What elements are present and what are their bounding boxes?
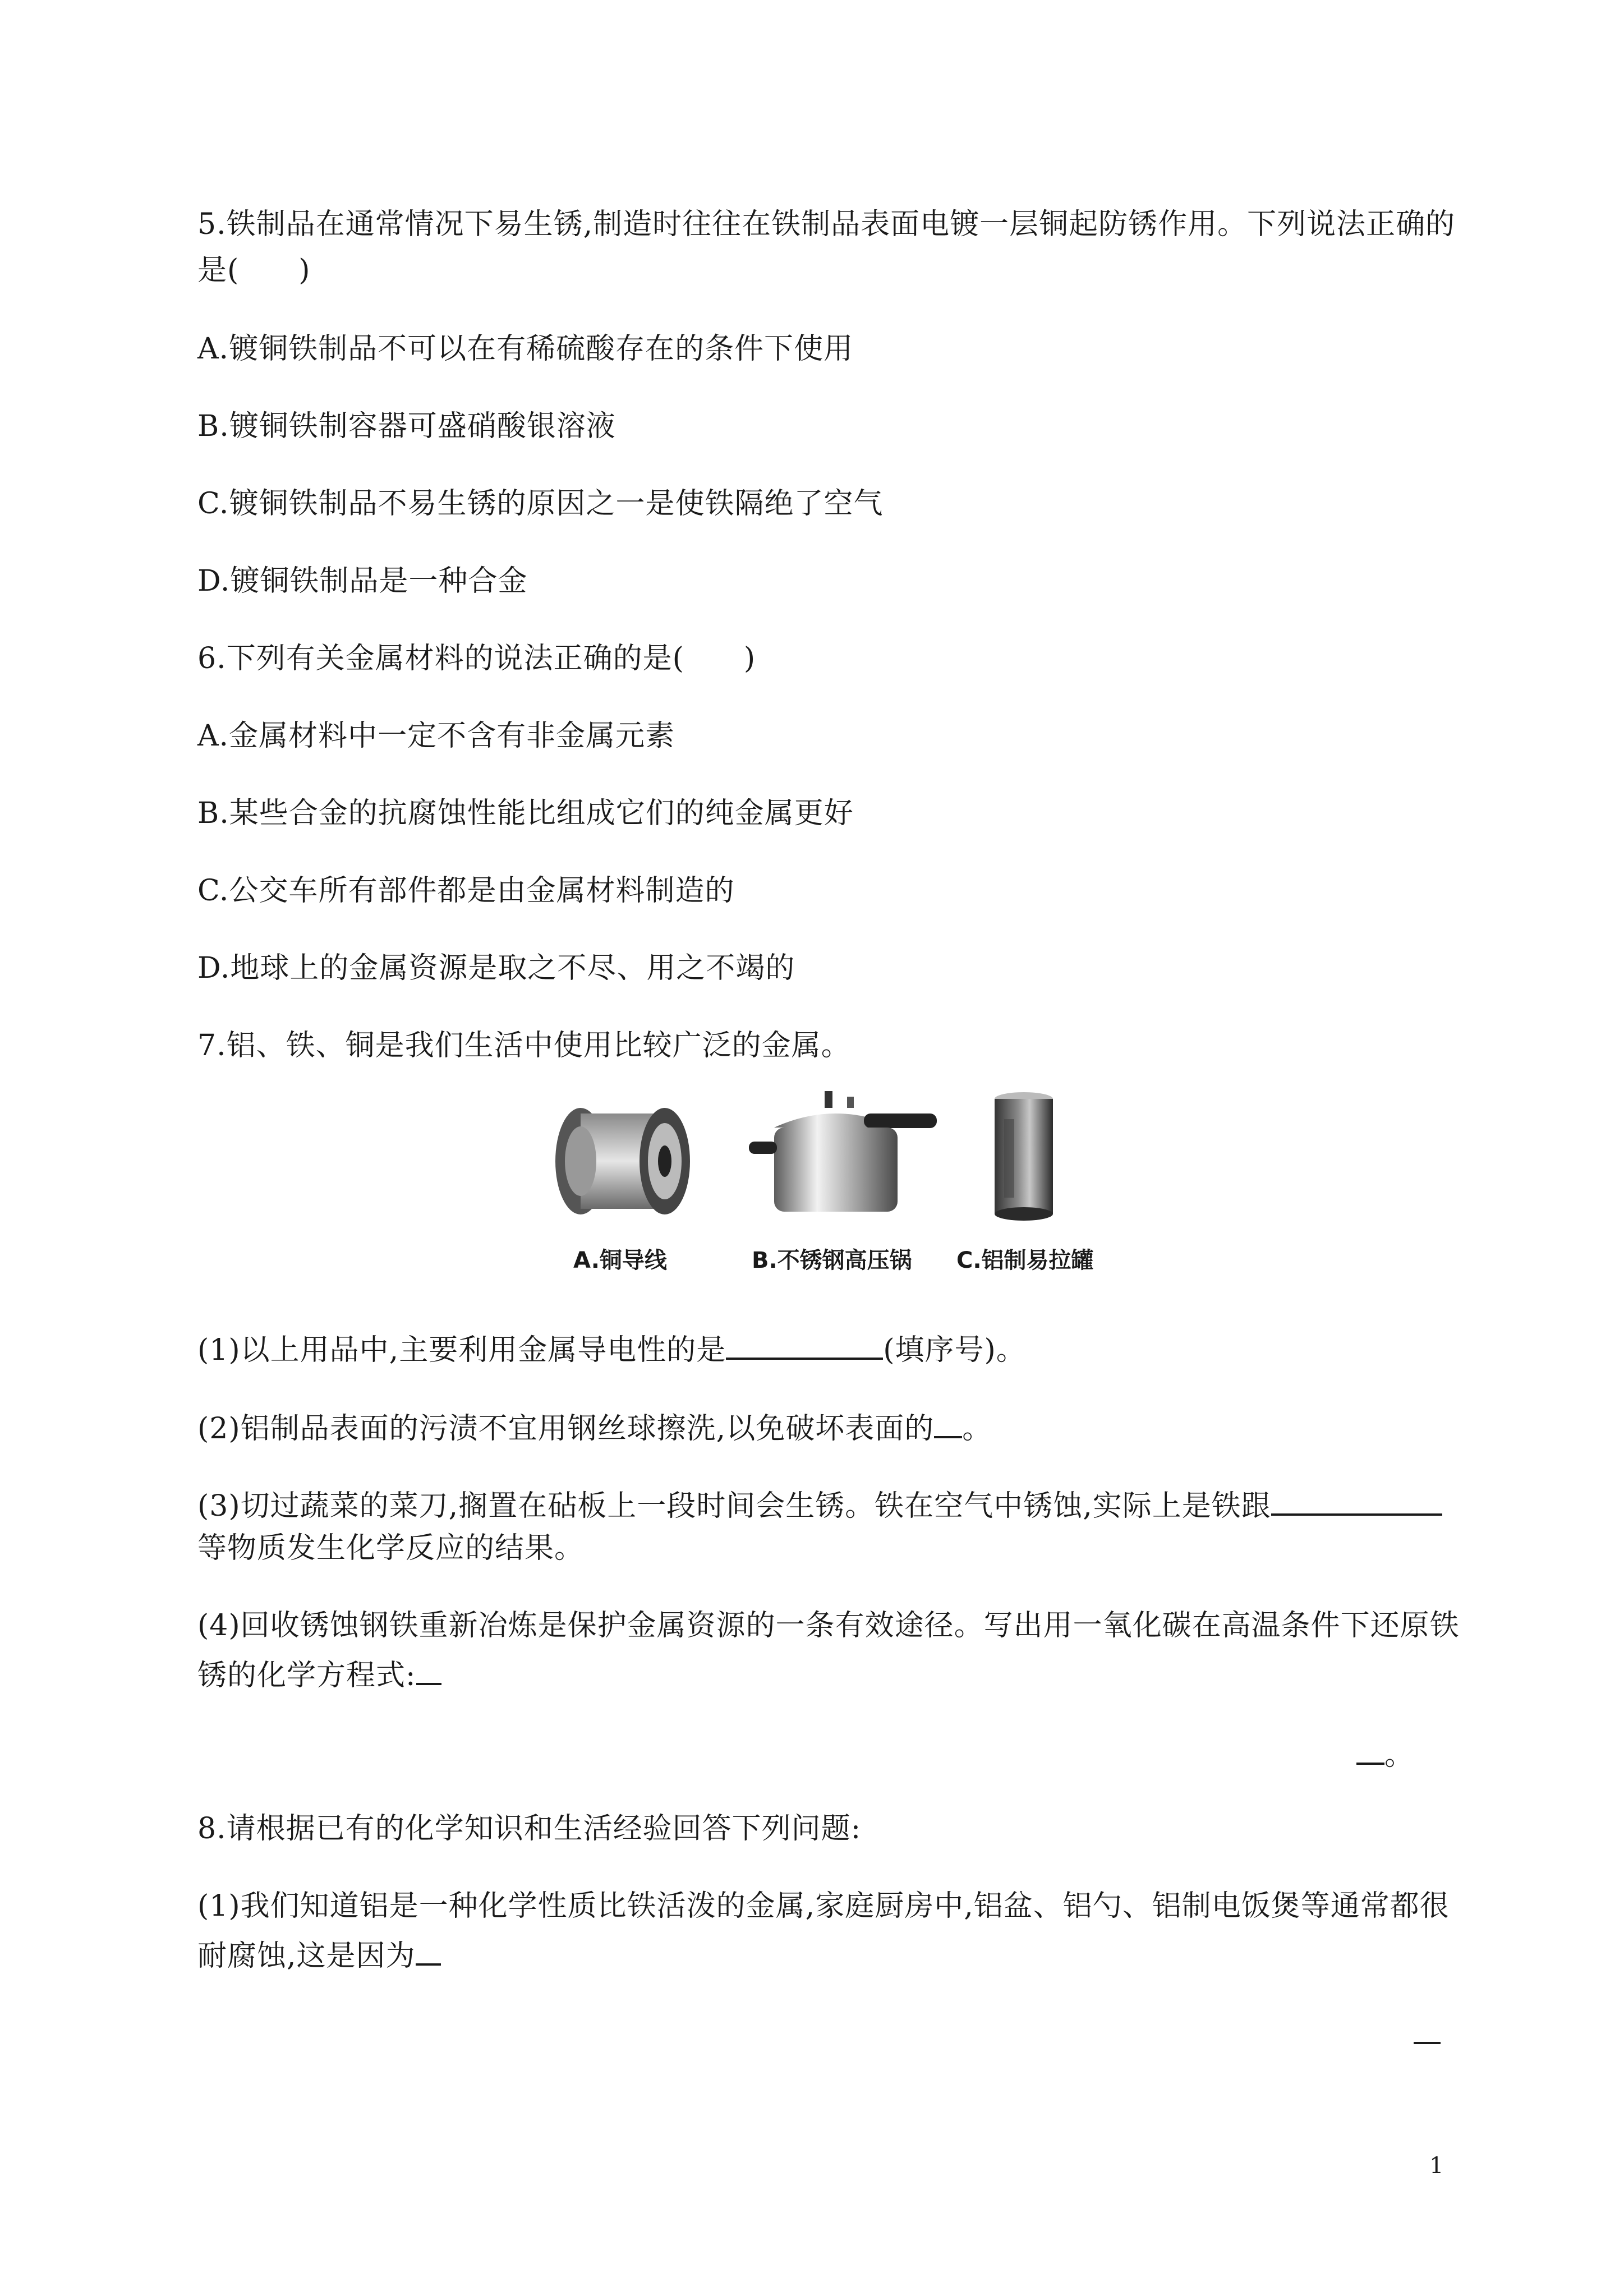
q7-part4-answer-blank-end[interactable] xyxy=(1356,1733,1384,1765)
q7-part3-line1 xyxy=(197,1484,1442,1524)
caption-pressure-cooker: B.不锈钢高压锅 xyxy=(752,1248,912,1273)
q7-part1-answer-blank[interactable] xyxy=(726,1328,883,1360)
q5-option-c: C.镀铜铁制品不易生锈的原因之一是使铁隔绝了空气 xyxy=(197,487,884,521)
q7-part1-text-b: (填序号)。 xyxy=(883,1333,1026,1367)
q7-part4-line3 xyxy=(1356,1733,1414,1773)
q8-part1-line2 xyxy=(197,1934,441,1974)
q7-part4-line2 xyxy=(197,1654,441,1694)
pressure-cooker-image xyxy=(740,1088,942,1225)
q7-part3-line2: 等物质发生化学反应的结果。 xyxy=(197,1531,585,1565)
q5-option-d: D.镀铜铁制品是一种合金 xyxy=(197,564,528,598)
q7-part2-text-b: 。 xyxy=(962,1412,992,1446)
q5-stem-line2: 是( ) xyxy=(197,254,311,287)
q7-part2 xyxy=(197,1407,992,1447)
q5-option-b: B.镀铜铁制容器可盛硝酸银溶液 xyxy=(197,409,616,443)
q7-part2-answer-blank[interactable] xyxy=(934,1407,962,1438)
q8-part1-answer-blank-start[interactable] xyxy=(416,1934,441,1966)
q7-stem: 7.铝、铁、铜是我们生活中使用比较广泛的金属。 xyxy=(197,1029,851,1062)
q8-part1-line1: (1)我们知道铝是一种化学性质比铁活泼的金属,家庭厨房中,铝盆、铝勺、铝制电饭煲等通常都很 xyxy=(197,1889,1450,1923)
q5-option-a: A.镀铜铁制品不可以在有稀硫酸存在的条件下使用 xyxy=(197,332,854,366)
copper-wire-spool-image xyxy=(547,1099,710,1225)
q6-stem: 6.下列有关金属材料的说法正确的是( ) xyxy=(197,642,756,675)
q7-part3-text-a: (3)切过蔬菜的菜刀,搁置在砧板上一段时间会生锈。铁在空气中锈蚀,实际上是铁跟 xyxy=(197,1489,1271,1523)
q7-part4-answer-blank-start[interactable] xyxy=(416,1654,441,1685)
q8-part1-line3 xyxy=(1414,2013,1441,2053)
q8-part1-text-b: 耐腐蚀,这是因为 xyxy=(197,1939,416,1973)
q7-part2-text-a: (2)铝制品表面的污渍不宜用钢丝球擦洗,以免破坏表面的 xyxy=(197,1412,935,1446)
q7-part3-answer-blank[interactable] xyxy=(1271,1484,1442,1516)
q7-part1-text-a: (1)以上用品中,主要利用金属导电性的是 xyxy=(197,1333,726,1367)
q8-part1-answer-blank-end[interactable] xyxy=(1414,2013,1441,2044)
q6-option-b: B.某些合金的抗腐蚀性能比组成它们的纯金属更好 xyxy=(197,797,854,830)
caption-aluminum-can: C.铝制易拉罐 xyxy=(956,1248,1094,1273)
caption-copper-wire: A.铜导线 xyxy=(573,1248,667,1273)
q5-stem-line1: 5.铁制品在通常情况下易生锈,制造时往往在铁制品表面电镀一层铜起防锈作用。下列说法正确的 xyxy=(197,208,1456,241)
q6-option-a: A.金属材料中一定不含有非金属元素 xyxy=(197,719,675,753)
q7-part4-line1: (4)回收锈蚀钢铁重新冶炼是保护金属资源的一条有效途径。写出用一氧化碳在高温条件下还原铁 xyxy=(197,1609,1460,1642)
q8-stem: 8.请根据已有的化学知识和生活经验回答下列问题: xyxy=(197,1812,862,1846)
q7-part1 xyxy=(197,1328,1026,1368)
page-number: 1 xyxy=(1429,2153,1444,2179)
q6-option-d: D.地球上的金属资源是取之不尽、用之不竭的 xyxy=(197,951,795,985)
q7-part4-text-b: 锈的化学方程式: xyxy=(197,1659,416,1692)
q6-option-c: C.公交车所有部件都是由金属材料制造的 xyxy=(197,874,735,908)
aluminum-can-image xyxy=(984,1091,1063,1225)
q7-part4-end: 。 xyxy=(1384,1738,1414,1772)
